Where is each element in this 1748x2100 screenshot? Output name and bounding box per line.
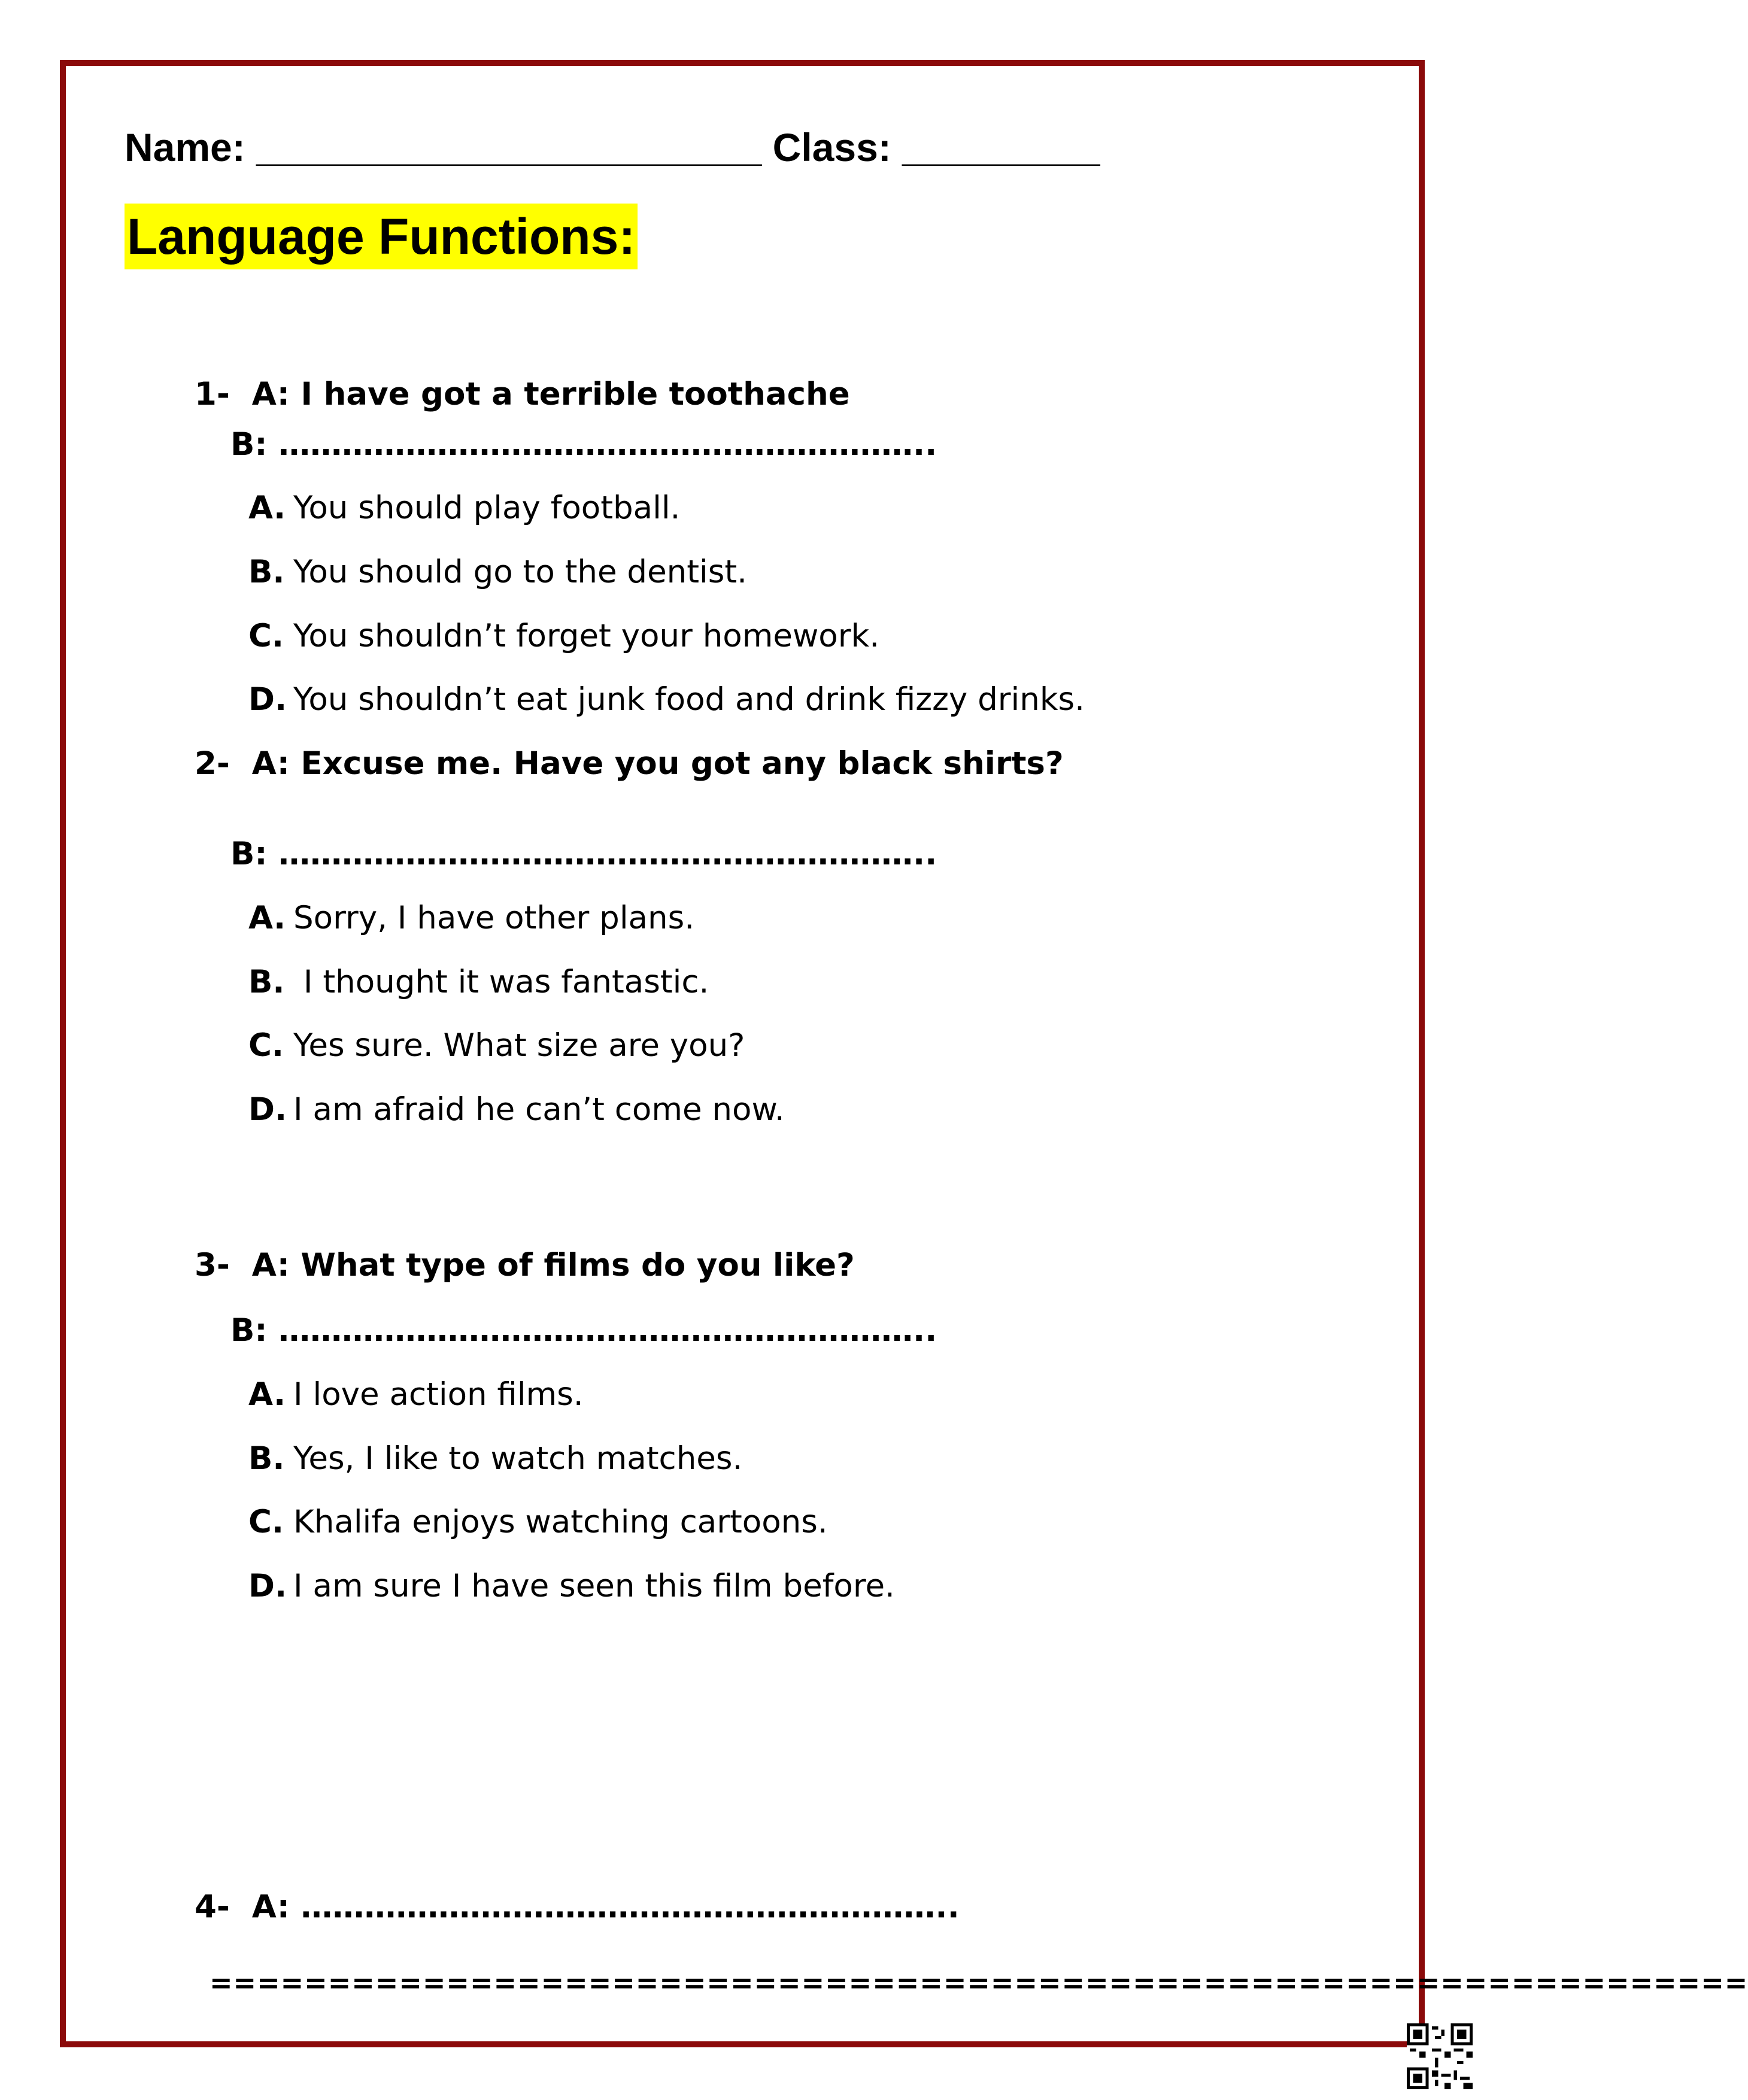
question-2-option-b[interactable]: B. I thought it was fantastic. — [248, 964, 709, 1000]
question-3-option-c[interactable]: C. Khalifa enjoys watching cartoons. — [248, 1504, 828, 1540]
question-3-option-b[interactable]: B. Yes, I like to watch matches. — [248, 1440, 743, 1477]
question-1-prompt: A: I have got a terrible toothache — [251, 376, 850, 412]
question-4-prompt: A: …………………………………………………….. — [251, 1889, 960, 1925]
question-2-prompt: A: Excuse me. Have you got any black shirts? — [251, 745, 1064, 782]
name-class-line: Name: _______________________ Class: _________ — [125, 125, 1100, 169]
separator-line: ================================================================= — [210, 1967, 1748, 1999]
question-1-option-d[interactable]: D. You shouldn’t eat junk food and drink fizzy drinks. — [248, 681, 1085, 718]
qr-code-icon — [1407, 2023, 1473, 2089]
question-3-response: B: …………………………………………………….. — [230, 1312, 937, 1349]
question-3-prompt: A: What type of films do you like? — [251, 1247, 855, 1283]
question-2-option-d[interactable]: D. I am afraid he can’t come now. — [248, 1091, 785, 1128]
question-1-option-c[interactable]: C. You shouldn’t forget your homework. — [248, 618, 880, 654]
question-3-option-d[interactable]: D. I am sure I have seen this film before. — [248, 1568, 895, 1604]
question-2-option-a[interactable]: A. Sorry, I have other plans. — [248, 900, 695, 936]
question-4: 4- A: …………………………………………………….. — [195, 1889, 960, 1925]
question-2-response: B: …………………………………………………….. — [230, 836, 937, 872]
question-3-option-a[interactable]: A. I love action films. — [248, 1376, 584, 1413]
question-1-option-b[interactable]: B. You should go to the dentist. — [248, 554, 748, 590]
question-1-response: B: …………………………………………………….. — [230, 426, 937, 463]
question-2-option-c[interactable]: C. Yes sure. What size are you? — [248, 1027, 745, 1064]
question-1: 1- A: I have got a terrible toothache — [195, 376, 850, 412]
question-2: 2- A: Excuse me. Have you got any black shirts? — [195, 745, 1064, 782]
page-title: Language Functions: — [125, 204, 638, 269]
question-3: 3- A: What type of films do you like? — [195, 1247, 855, 1283]
question-1-option-a[interactable]: A. You should play football. — [248, 490, 681, 526]
